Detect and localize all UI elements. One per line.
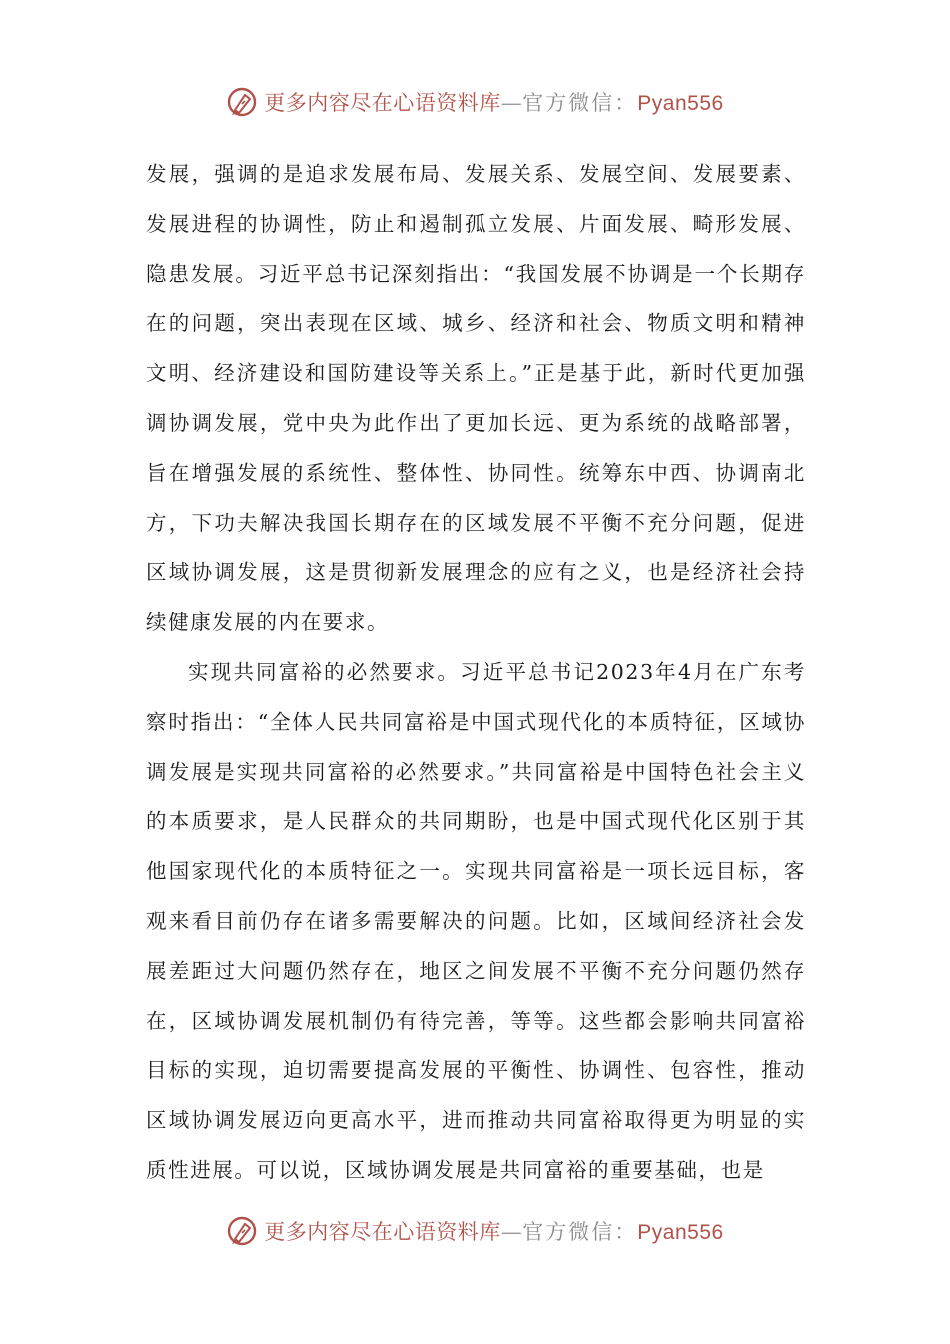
watermark-text (264, 1216, 723, 1246)
document-body (146, 150, 806, 1196)
pen-nib-logo-icon (226, 86, 258, 118)
paragraph-common-prosperity: 实现共同富裕的必然要求。习近平总书记2023年4月在广东考察时指出：“全体人民共同富裕是中国式现代化的本质特征，区域协调发展是实现共同富裕的必然要求。”共同富裕是中国特色社会主义的本质要求，是人民群众的共同期盼，也是中国式现代化区别于其他国家现代化的本质特征之一。实现共同富裕是一项长远目标，客观来看目前仍存在诸多需要解决的问题。比如，区域间经济社会发展差距过大问题仍然存在，地区之间发展不平衡不充分问题仍然存在，区域协调发展机制仍有待完善，等等。这些都会影响共同富裕目标的实现，迫切需要提高发展的平衡性、协调性、包容性，推动区域协调发展迈向更高水平，进而推动共同富裕取得更为明显的实质性进展。可以说，区域协调发展是共同富裕的重要基础，也是 (146, 659, 806, 1182)
pen-nib-logo-icon (226, 1215, 258, 1247)
header-watermark (0, 82, 950, 122)
watermark-dash: — (500, 91, 523, 115)
watermark-site-text: 更多内容尽在心语资料库 (264, 1220, 501, 1244)
watermark-wechat-id: Pyan556 (637, 92, 724, 115)
paragraph-continued: 发展，强调的是追求发展布局、发展关系、发展空间、发展要素、发展进程的协调性，防止和遏制孤立发展、片面发展、畸形发展、隐患发展。习近平总书记深刻指出：“我国发展不协调是一个长期存在的问题，突出表现在区域、城乡、经济和社会、物质文明和精神文明、经济建设和国防建设等关系上。”正是基于此，新时代更加强调协调发展，党中央为此作出了更加长远、更为系统的战略部署，旨在增强发展的系统性、整体性、协同性。统筹东中西、协调南北方，下功夫解决我国长期存在的区域发展不平衡不充分问题，促进区域协调发展，这是贯彻新发展理念的应有之义，也是经济社会持续健康发展的内在要求。 (146, 162, 806, 635)
watermark-wechat-label: 官方微信： (522, 1220, 638, 1244)
watermark-dash: — (500, 1220, 523, 1244)
watermark-wechat-label: 官方微信： (522, 91, 638, 115)
footer-watermark (0, 1211, 950, 1251)
watermark-site-text: 更多内容尽在心语资料库 (264, 91, 501, 115)
watermark-wechat-id: Pyan556 (637, 1221, 724, 1244)
watermark-text (264, 87, 723, 117)
